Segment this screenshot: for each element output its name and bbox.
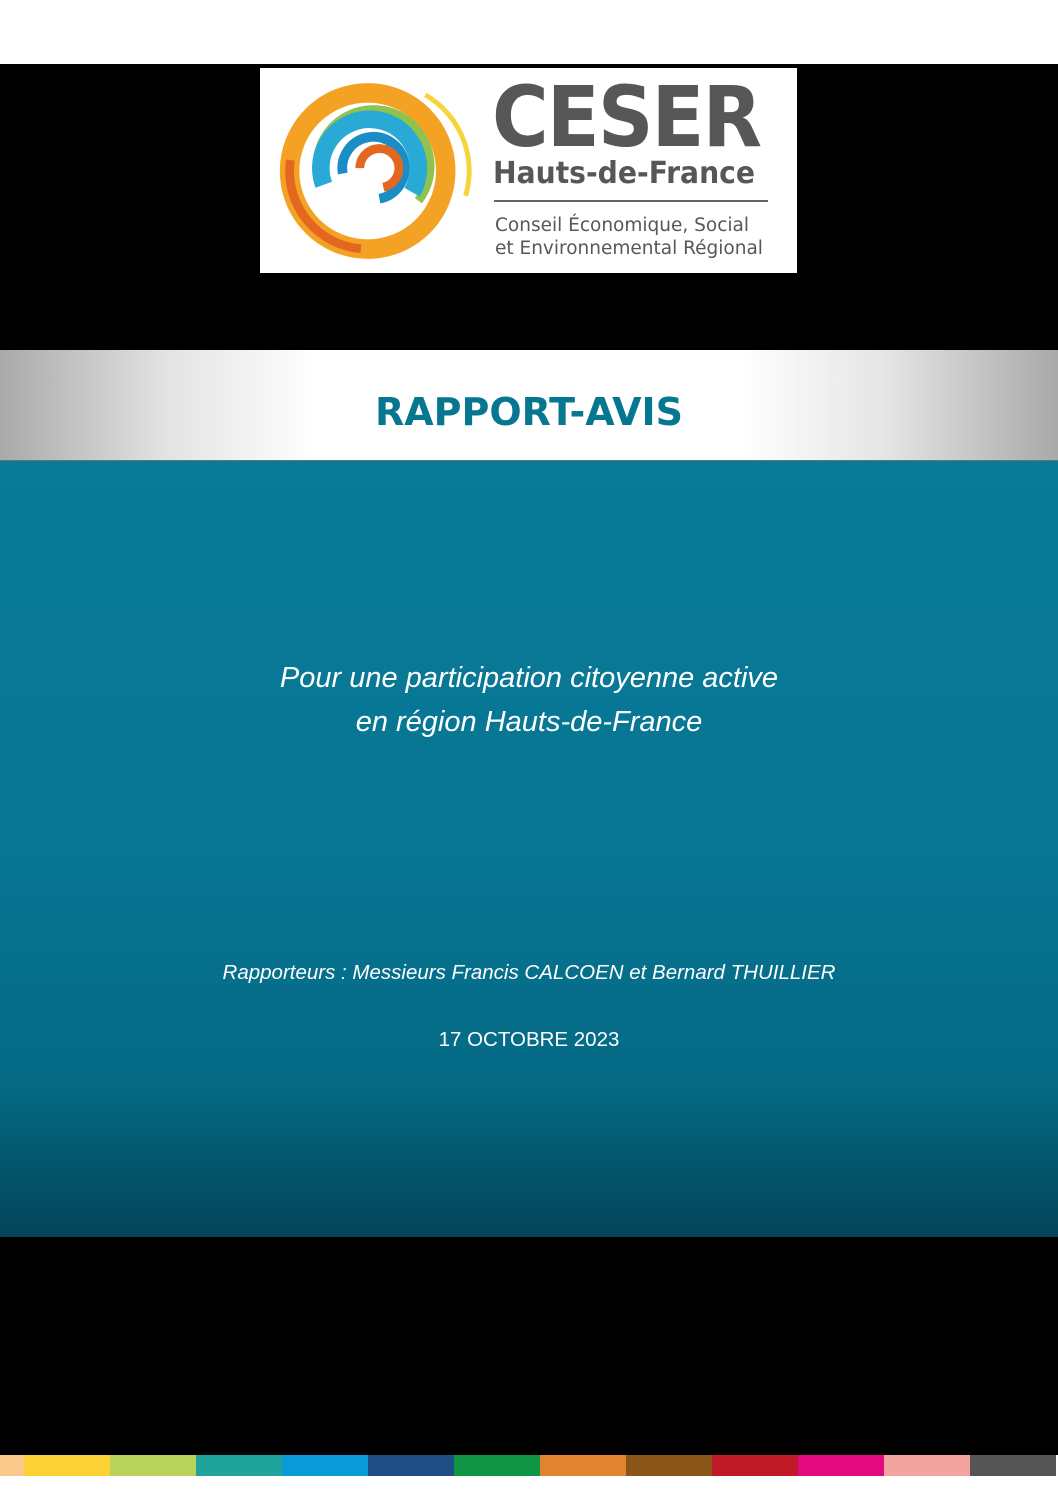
color-strip-segment [368, 1455, 454, 1476]
color-strip-segment [110, 1455, 196, 1476]
color-strip-segment [282, 1455, 368, 1476]
logo-subtitle [495, 214, 763, 260]
logo-subtitle-line-2: et Environnemental Régional [495, 238, 763, 259]
color-strip-segment [540, 1455, 626, 1476]
color-strip-segment [454, 1455, 540, 1476]
color-strip-segment [24, 1455, 110, 1476]
ceser-logo [260, 68, 797, 273]
logo-subtitle-line-1: Conseil Économique, Social [495, 215, 749, 236]
color-strip-segment [196, 1455, 282, 1476]
bottom-black-band [0, 1237, 1058, 1455]
swirl-logo-icon [272, 76, 477, 266]
rapporteurs: Rapporteurs : Messieurs Francis CALCOEN et Bernard THUILLIER [222, 961, 836, 984]
color-strip-segment [884, 1455, 970, 1476]
cover-panel [0, 461, 1058, 1237]
document-type: RAPPORT-AVIS [374, 390, 684, 434]
color-strip-segment [0, 1455, 24, 1476]
document-type-band [0, 350, 1058, 461]
logo-region: Hauts-de-France [493, 156, 756, 191]
color-strip-segment [970, 1455, 1056, 1476]
color-strip-segment [798, 1455, 884, 1476]
logo-divider [494, 200, 768, 202]
color-strip-segment [712, 1455, 798, 1476]
color-strip-segment [626, 1455, 712, 1476]
report-date: 17 OCTOBRE 2023 [438, 1028, 620, 1051]
color-strip [0, 1455, 1058, 1476]
report-title-line-2: en région Hauts-de-France [355, 706, 703, 738]
logo-name: CESER [492, 68, 761, 166]
report-title-line-1: Pour une participation citoyenne active [279, 662, 779, 694]
